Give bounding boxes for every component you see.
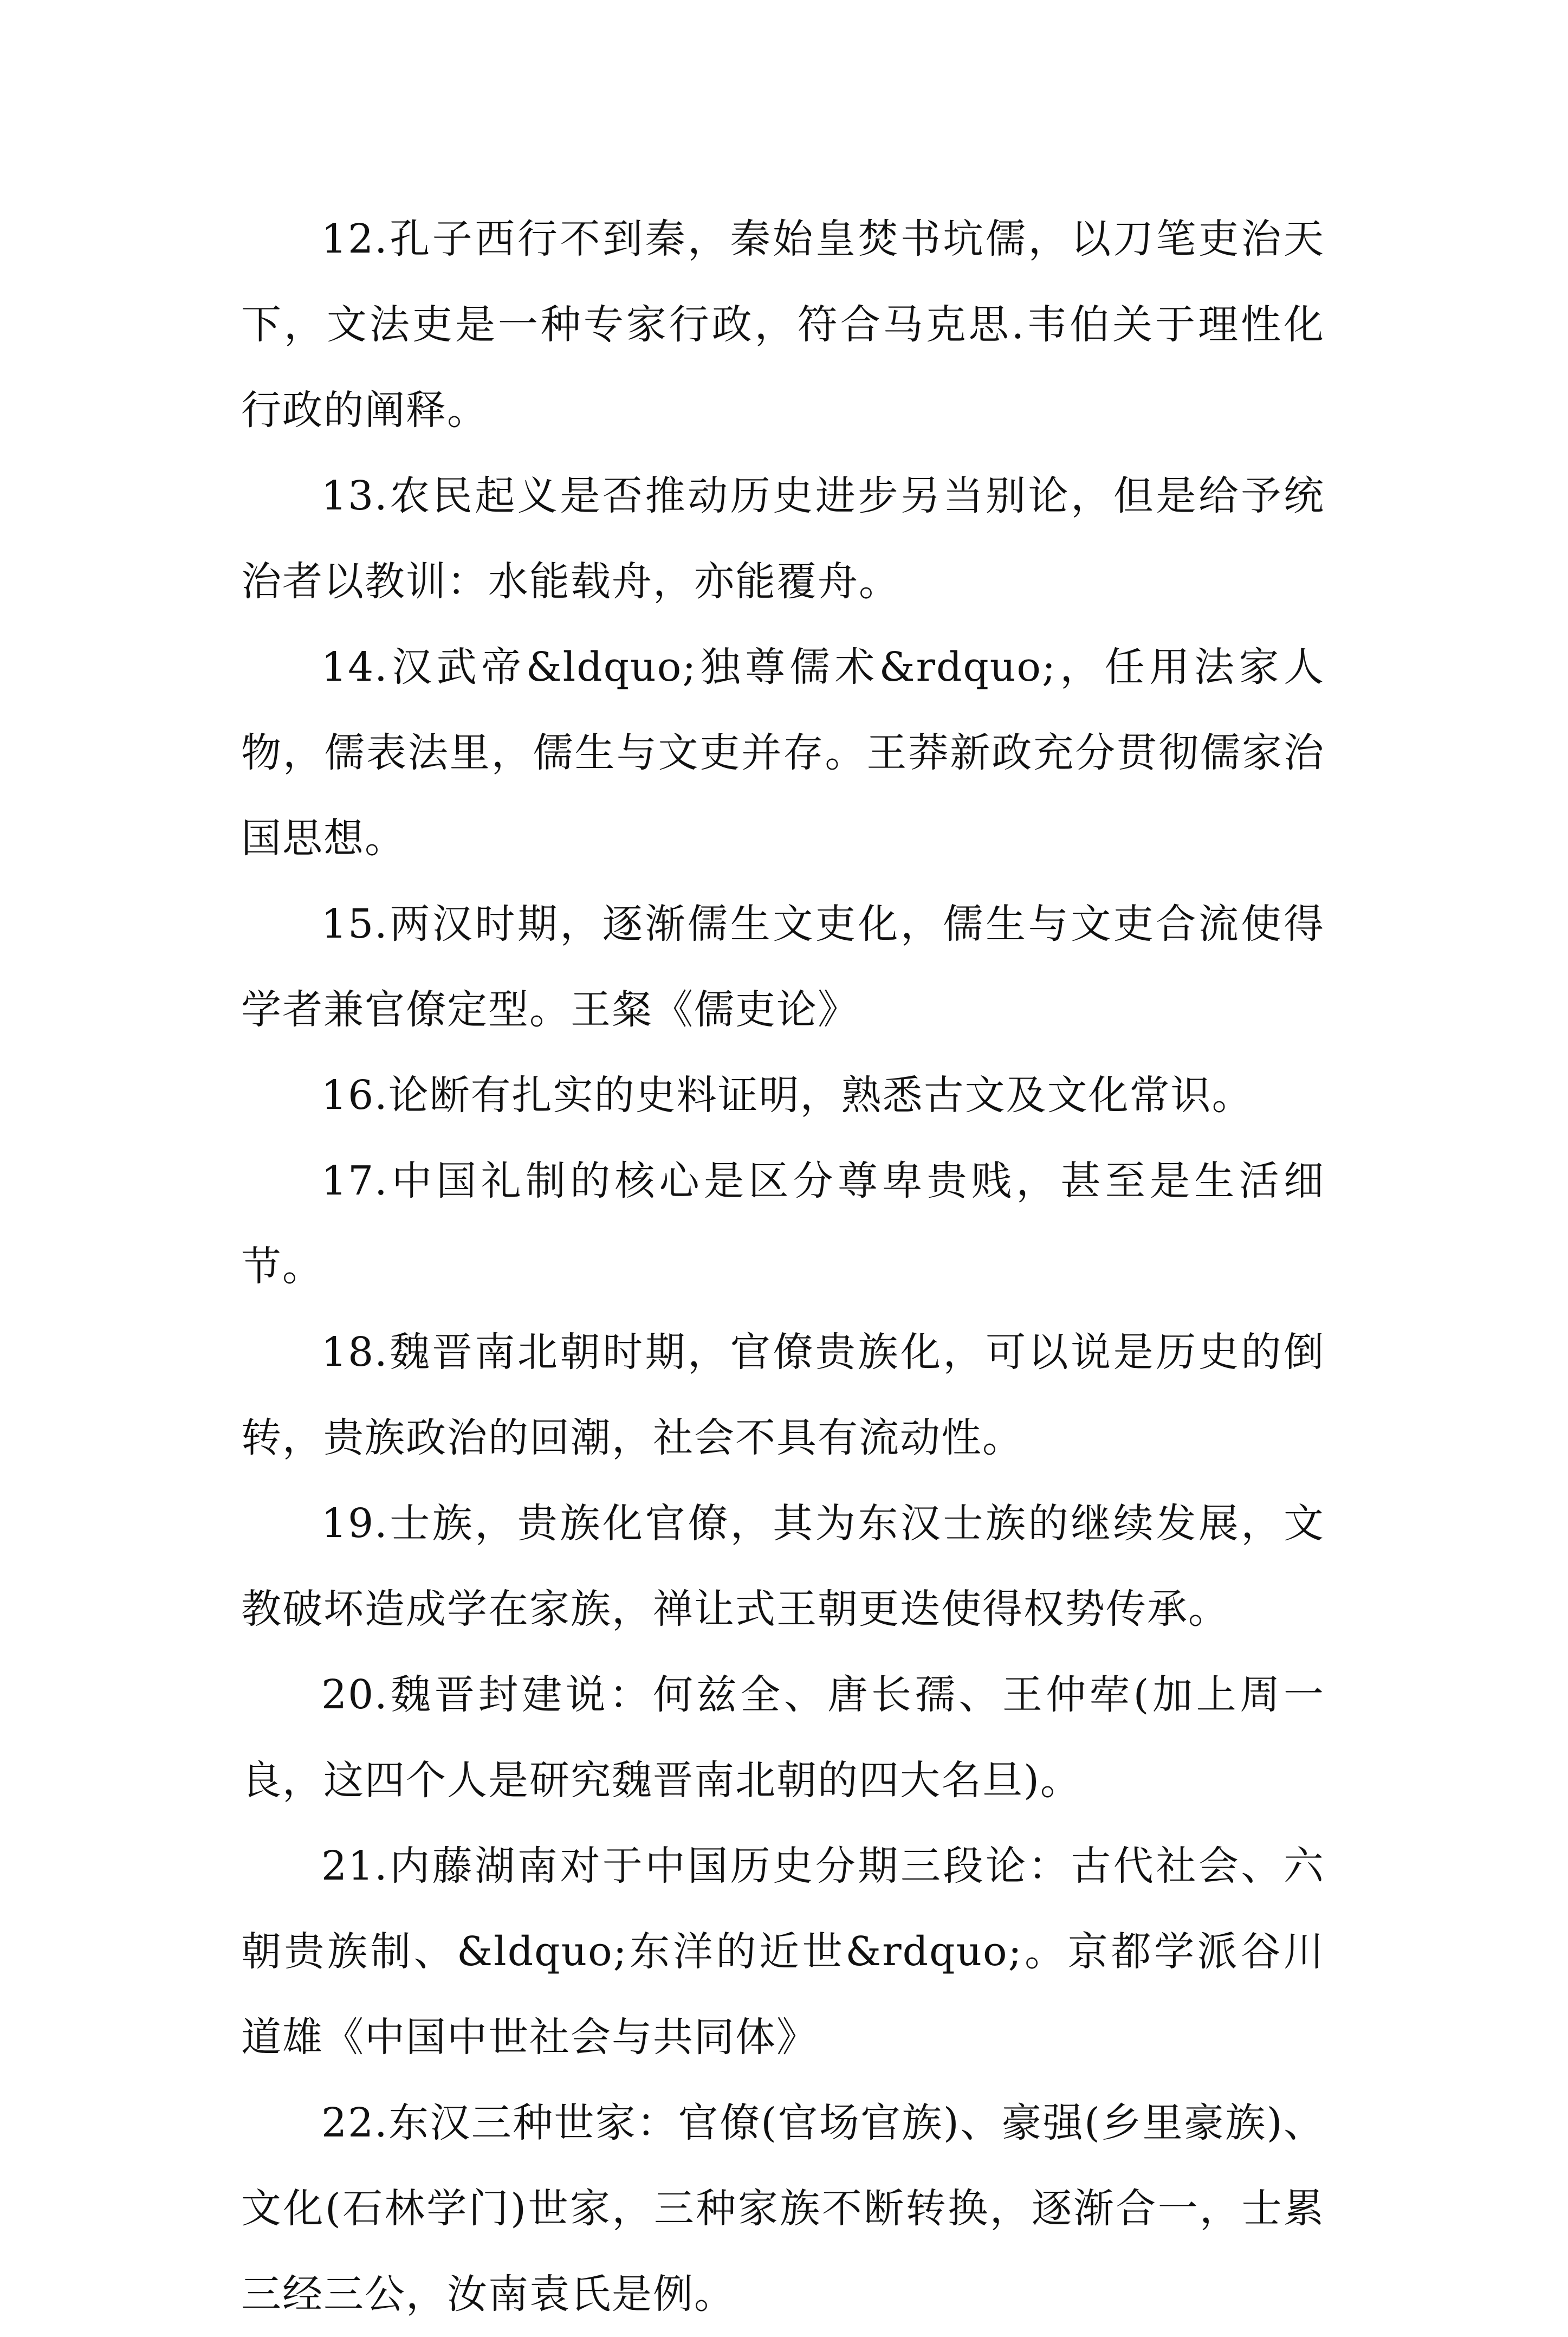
paragraph-14: 14.汉武帝&ldquo;独尊儒术&rdquo;，任用法家人物，儒表法里，儒生与文吏并存。王莽新政充分贯彻儒家治国思想。 xyxy=(241,644,1325,862)
paragraph-19: 19.士族，贵族化官僚，其为东汉士族的继续发展，文教破坏造成学在家族，禅让式王朝更迭使得权势传承。 xyxy=(241,1500,1325,1632)
paragraph-16: 16.论断有扎实的史料证明，熟悉古文及文化常识。 xyxy=(321,1072,1253,1119)
paragraph-22: 22.东汉三种世家：官僚(官场官族)、豪强(乡里豪族)、文化(石林学门)世家，三种家族不断转换，逐渐合一，士累三经三公，汝南袁氏是例。 xyxy=(241,2100,1325,2317)
document-body xyxy=(241,196,1325,2337)
paragraph-17: 17.中国礼制的核心是区分尊卑贵贱，甚至是生活细节。 xyxy=(241,1158,1325,1290)
paragraph-15: 15.两汉时期，逐渐儒生文吏化，儒生与文吏合流使得学者兼官僚定型。王粲《儒吏论》 xyxy=(241,901,1325,1033)
paragraph-18: 18.魏晋南北朝时期，官僚贵族化，可以说是历史的倒转，贵族政治的回潮，社会不具有流动性。 xyxy=(241,1329,1325,1461)
paragraph-12: 12.孔子西行不到秦，秦始皇焚书坑儒，以刀笔吏治天下，文法吏是一种专家行政，符合马克思.韦伯关于理性化行政的阐释。 xyxy=(241,216,1325,434)
paragraph-21: 21.内藤湖南对于中国历史分期三段论：古代社会、六朝贵族制、&ldquo;东洋的近世&rdquo;。京都学派谷川道雄《中国中世社会与共同体》 xyxy=(241,1843,1325,2061)
paragraph-13: 13.农民起义是否推动历史进步另当别论，但是给予统治者以教训：水能载舟，亦能覆舟。 xyxy=(241,473,1325,605)
paragraph-20: 20.魏晋封建说：何兹全、唐长孺、王仲荦(加上周一良，这四个人是研究魏晋南北朝的四大名旦)。 xyxy=(241,1671,1325,1804)
